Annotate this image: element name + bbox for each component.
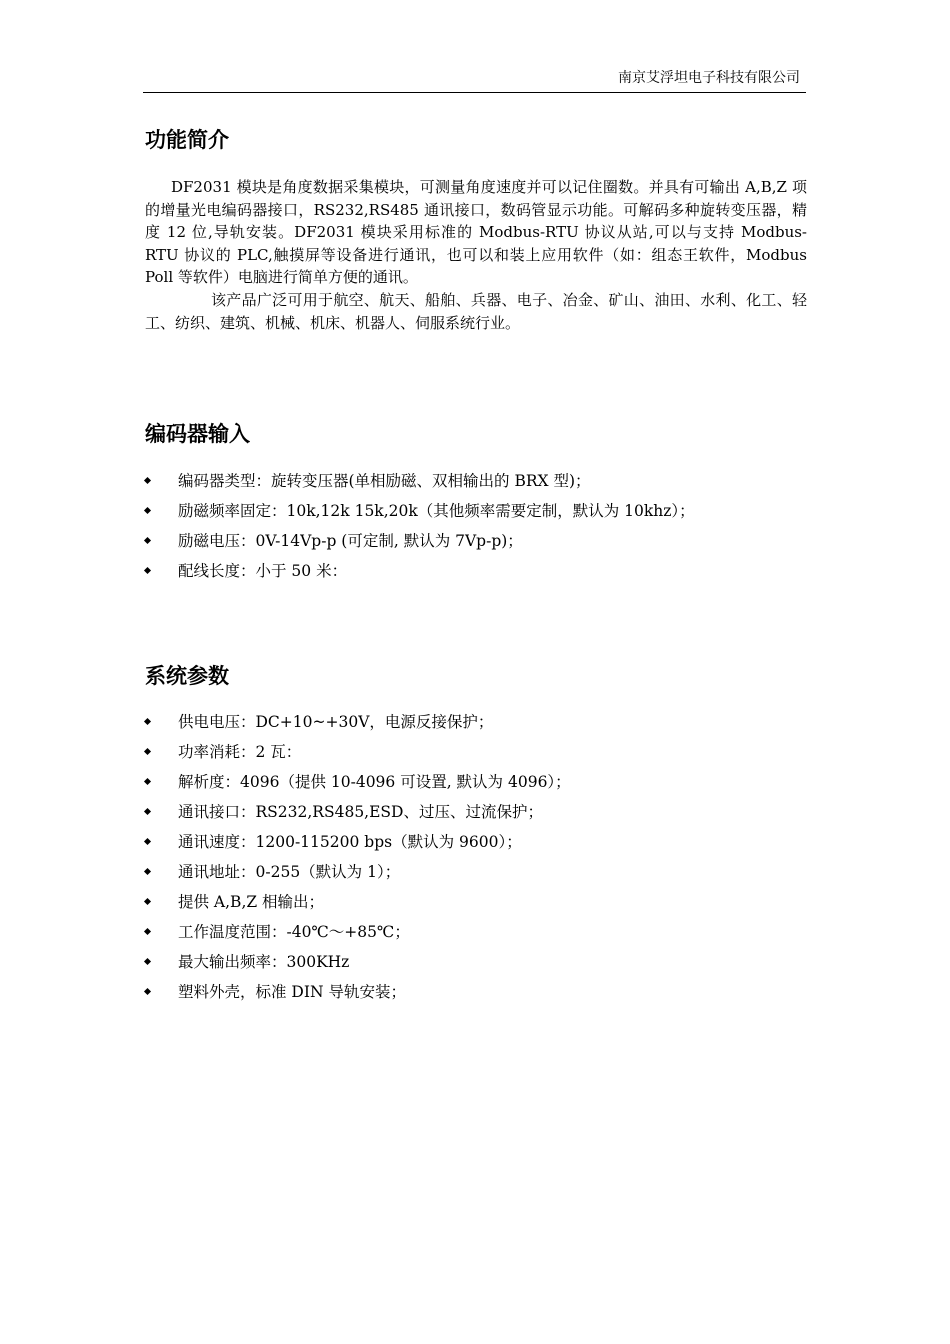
list-item bbox=[145, 529, 695, 559]
list-item bbox=[145, 800, 571, 830]
company-name: 南京艾浮坦电子科技有限公司 bbox=[618, 70, 800, 86]
diamond-bullet-icon bbox=[144, 958, 151, 965]
section-title-system-params: 系统参数 bbox=[145, 664, 229, 688]
list-item-text: 供电电压：DC+10~+30V，电源反接保护； bbox=[178, 713, 494, 731]
list-item bbox=[145, 860, 571, 890]
list-item bbox=[145, 830, 571, 860]
diamond-bullet-icon bbox=[144, 718, 151, 725]
list-item-text: 最大输出频率：300KHz bbox=[178, 953, 350, 971]
diamond-bullet-icon bbox=[144, 898, 151, 905]
list-item-text: 通讯接口：RS232,RS485,ESD、过压、过流保护； bbox=[178, 803, 543, 821]
section-title-encoder-input: 编码器输入 bbox=[145, 422, 250, 446]
list-item bbox=[145, 890, 571, 920]
list-item-text: 通讯地址：0-255（默认为 1）； bbox=[178, 863, 401, 881]
section-title-intro: 功能简介 bbox=[145, 128, 229, 152]
list-item bbox=[145, 710, 571, 740]
diamond-bullet-icon bbox=[144, 838, 151, 845]
page-header bbox=[143, 68, 806, 93]
list-item-text: 提供 A,B,Z 相输出； bbox=[178, 893, 325, 911]
diamond-bullet-icon bbox=[144, 537, 151, 544]
list-item-text: 功率消耗：2 瓦： bbox=[178, 743, 302, 761]
list-item-text: 配线长度：小于 50 米： bbox=[178, 562, 348, 580]
list-item bbox=[145, 559, 695, 589]
diamond-bullet-icon bbox=[144, 477, 151, 484]
intro-paragraph-1: DF2031 模块是角度数据采集模块，可测量角度速度并可以记住圈数。并具有可输出 A,B,Z 项的增量光电编码器接口，RS232,RS485 通讯接口，数码管显示功能。可解码多种旋转变压器，精度 12 位,导轨安装。DF2031 模块采用标准的 Modbus-RTU 协议从站,可以与支持 Modbus-RTU 协议的 PLC,触摸屏等设备进行通讯，也可以和装上应用软件（如：组态王软件，Modbus Poll 等软件）电脑进行简单方便的通讯。 bbox=[145, 178, 807, 287]
intro-paragraph-2: 该产品广泛可用于航空、航天、船舶、兵器、电子、冶金、矿山、油田、水利、化工、轻工、纺织、建筑、机械、机床、机器人、伺服系统行业。 bbox=[145, 290, 807, 332]
list-item-text: 励磁电压：0V-14Vp-p (可定制, 默认为 7Vp-p)； bbox=[178, 532, 523, 550]
list-item-text: 塑料外壳，标准 DIN 导轨安装； bbox=[178, 983, 406, 1001]
list-item-text: 通讯速度：1200-115200 bps（默认为 9600）； bbox=[178, 833, 522, 851]
list-item bbox=[145, 770, 571, 800]
list-item bbox=[145, 920, 571, 950]
diamond-bullet-icon bbox=[144, 808, 151, 815]
encoder-input-list bbox=[145, 469, 695, 589]
intro-body bbox=[145, 176, 807, 334]
list-item bbox=[145, 740, 571, 770]
list-item-text: 解析度：4096（提供 10-4096 可设置, 默认为 4096）； bbox=[178, 773, 571, 791]
diamond-bullet-icon bbox=[144, 507, 151, 514]
list-item-text: 编码器类型：旋转变压器(单相励磁、双相输出的 BRX 型)； bbox=[178, 472, 591, 490]
diamond-bullet-icon bbox=[144, 868, 151, 875]
diamond-bullet-icon bbox=[144, 778, 151, 785]
diamond-bullet-icon bbox=[144, 988, 151, 995]
diamond-bullet-icon bbox=[144, 928, 151, 935]
system-params-list bbox=[145, 710, 571, 1010]
list-item bbox=[145, 469, 695, 499]
list-item bbox=[145, 980, 571, 1010]
diamond-bullet-icon bbox=[144, 567, 151, 574]
list-item bbox=[145, 950, 571, 980]
list-item bbox=[145, 499, 695, 529]
list-item-text: 工作温度范围：-40℃～+85℃； bbox=[178, 923, 410, 941]
diamond-bullet-icon bbox=[144, 748, 151, 755]
list-item-text: 励磁频率固定：10k,12k 15k,20k（其他频率需要定制，默认为 10khz）； bbox=[178, 502, 695, 520]
